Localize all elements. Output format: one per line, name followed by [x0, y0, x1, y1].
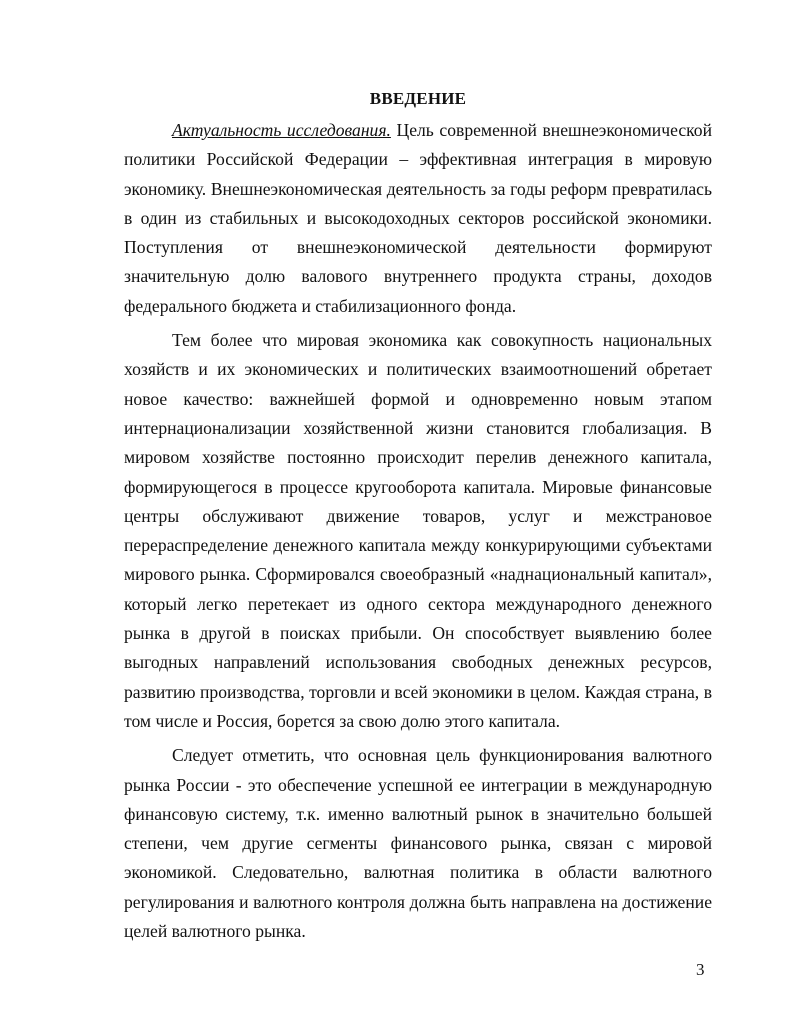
page-number: 3: [696, 960, 705, 979]
paragraph-text: Тем более что мировая экономика как совокупность национальных хозяйств и их экономических и политических взаимоотношений обретает новое качество: важнейшей формой и одновременно новым этапом интернационализации хозяйственной жизни становится глобализация. В мировом хозяйстве постоянно происходит перелив денежного капитала, формирующегося в процессе кругооборота капитала. Мировые финансовые центры обслуживают движение товаров, услуг и межстрановое перераспределение денежного капитала между конкурирующими субъектами мирового рынка. Сформировался своеобразный «наднациональный капитал», который легко перетекает из одного сектора международного денежного рынка в другой в поисках прибыли. Он способствует выявлению более выгодных направлений использования свободных денежных ресурсов, развитию производства, торговли и всей экономики в целом. Каждая страна, в том числе и Россия, борется за свою долю этого капитала.: [124, 330, 712, 731]
paragraph-relevance: [124, 116, 712, 321]
paragraph-text: Цель современной внешнеэкономической политики Российской Федерации – эффективная интеграция в мировую экономику. Внешнеэкономическая деятельность за годы реформ превратилась в один из стабильных и высокодоходных секторов российской экономики. Поступления от внешнеэкономической деятельности формируют значительную долю валового внутреннего продукта страны, доходов федерального бюджета и стабилизационного фонда.: [124, 120, 712, 316]
document-body: [124, 88, 712, 946]
paragraph-currency-market: [124, 741, 712, 946]
relevance-lead: Актуальность исследования.: [172, 120, 391, 140]
paragraph-text: Следует отметить, что основная цель функционирования валютного рынка России - это обеспечение успешной ее интеграции в международную финансовую систему, т.к. именно валютный рынок в значительно большей степени, чем другие сегменты финансового рынка, связан с мировой экономикой. Следовательно, валютная политика в области валютного регулирования и валютного контроля должна быть направлена на достижение целей валютного рынка.: [124, 745, 712, 942]
section-heading: ВВЕДЕНИЕ: [369, 89, 467, 108]
paragraph-globalization: [124, 326, 712, 736]
